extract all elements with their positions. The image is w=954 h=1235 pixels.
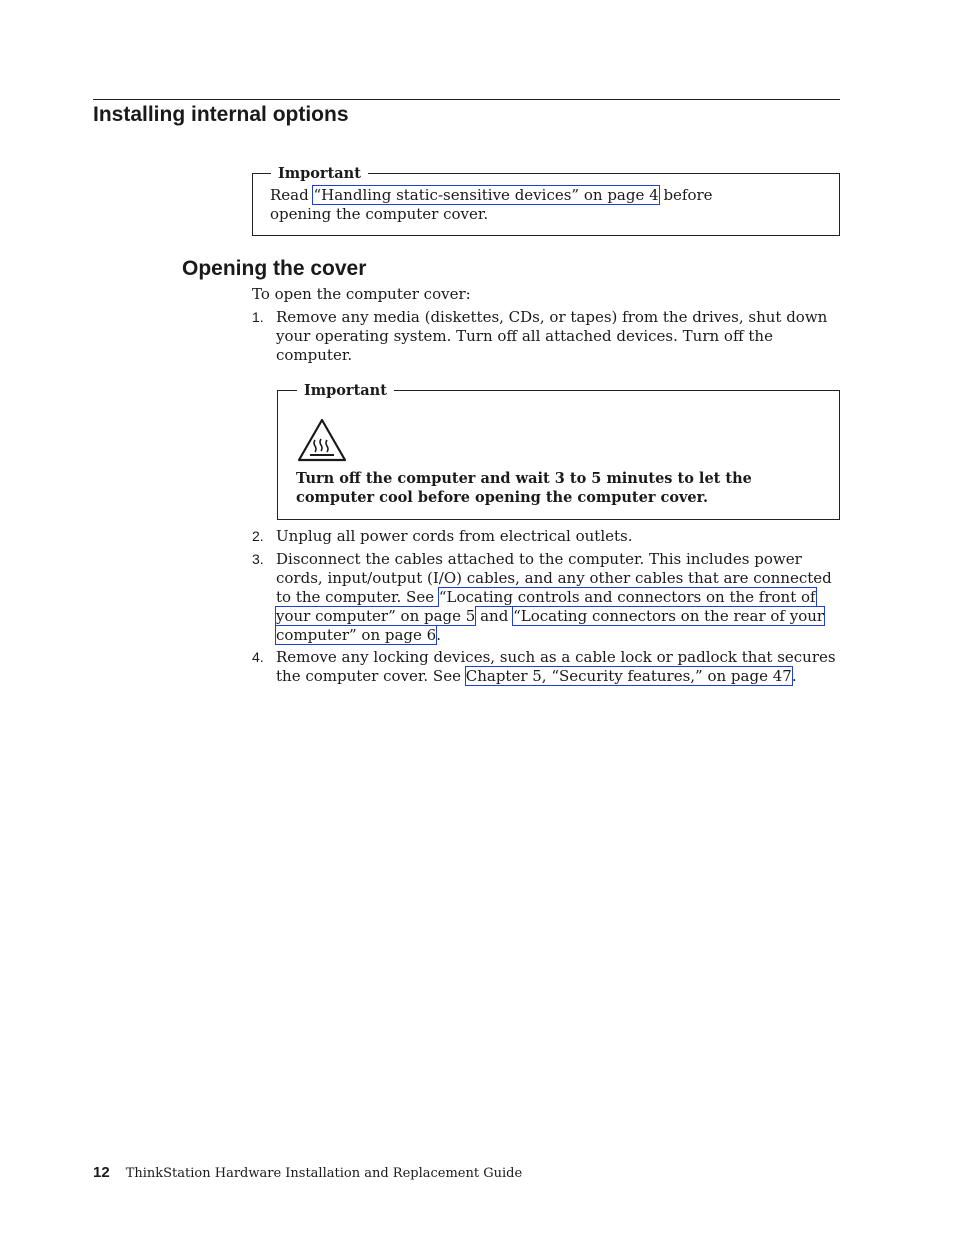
step-text: Remove any media (diskettes, CDs, or tapes) from the drives, shut down your operating system. Turn off all attached devices. Turn off the computer. [276, 308, 828, 364]
step-text-segment: . [791, 667, 797, 685]
book-title: ThinkStation Hardware Installation and Replacement Guide [125, 1166, 523, 1181]
step-number: 2. [252, 528, 264, 544]
page-number: 12 [93, 1164, 110, 1181]
step-number: 3. [252, 551, 264, 567]
link-security-features-chapter[interactable]: Chapter 5, “Security features,” on page 47 [465, 667, 792, 685]
important-text-1 [270, 186, 770, 224]
important-legend-2: Important [297, 382, 394, 399]
step-text-segment: . [436, 626, 442, 644]
link-front-controls-connectors[interactable]: “Locating controls and connectors on the front of your computer” on page 5 [276, 588, 816, 625]
important-text-2: Turn off the computer and wait 3 to 5 minutes to let the computer cool before opening the computer cover. [296, 470, 752, 506]
step-text [276, 550, 841, 645]
intro-paragraph: To open the computer cover: [252, 285, 471, 303]
important-text-after: before opening the computer cover. [270, 186, 713, 223]
step-text [276, 648, 841, 686]
important-notice-1 [252, 165, 840, 236]
important-text-before: Read [270, 186, 314, 204]
step-text-segment: Disconnect the cables attached to the computer. This includes power cords, input/output (I/O) cables, and any other cables that are connected to the computer. See [276, 550, 832, 606]
important-legend-1: Important [271, 165, 368, 182]
step-text-segment: Remove any locking devices, such as a cable lock or padlock that secures the computer cover. See [276, 648, 836, 685]
hot-surface-warning-icon [297, 418, 347, 462]
step-number: 1. [252, 309, 264, 325]
step-number: 4. [252, 649, 264, 665]
step-text: Unplug all power cords from electrical outlets. [276, 527, 633, 545]
important-notice-2 [277, 382, 840, 520]
step-text-segment: and [475, 607, 514, 625]
section-title: Installing internal options [93, 103, 349, 126]
link-rear-connectors[interactable]: “Locating connectors on the rear of your computer” on page 6 [276, 607, 825, 644]
header-rule [93, 99, 840, 100]
link-static-sensitive-devices[interactable]: “Handling static-sensitive devices” on page 4 [313, 186, 659, 204]
page-footer [93, 1162, 522, 1184]
subsection-title: Opening the cover [182, 257, 367, 280]
